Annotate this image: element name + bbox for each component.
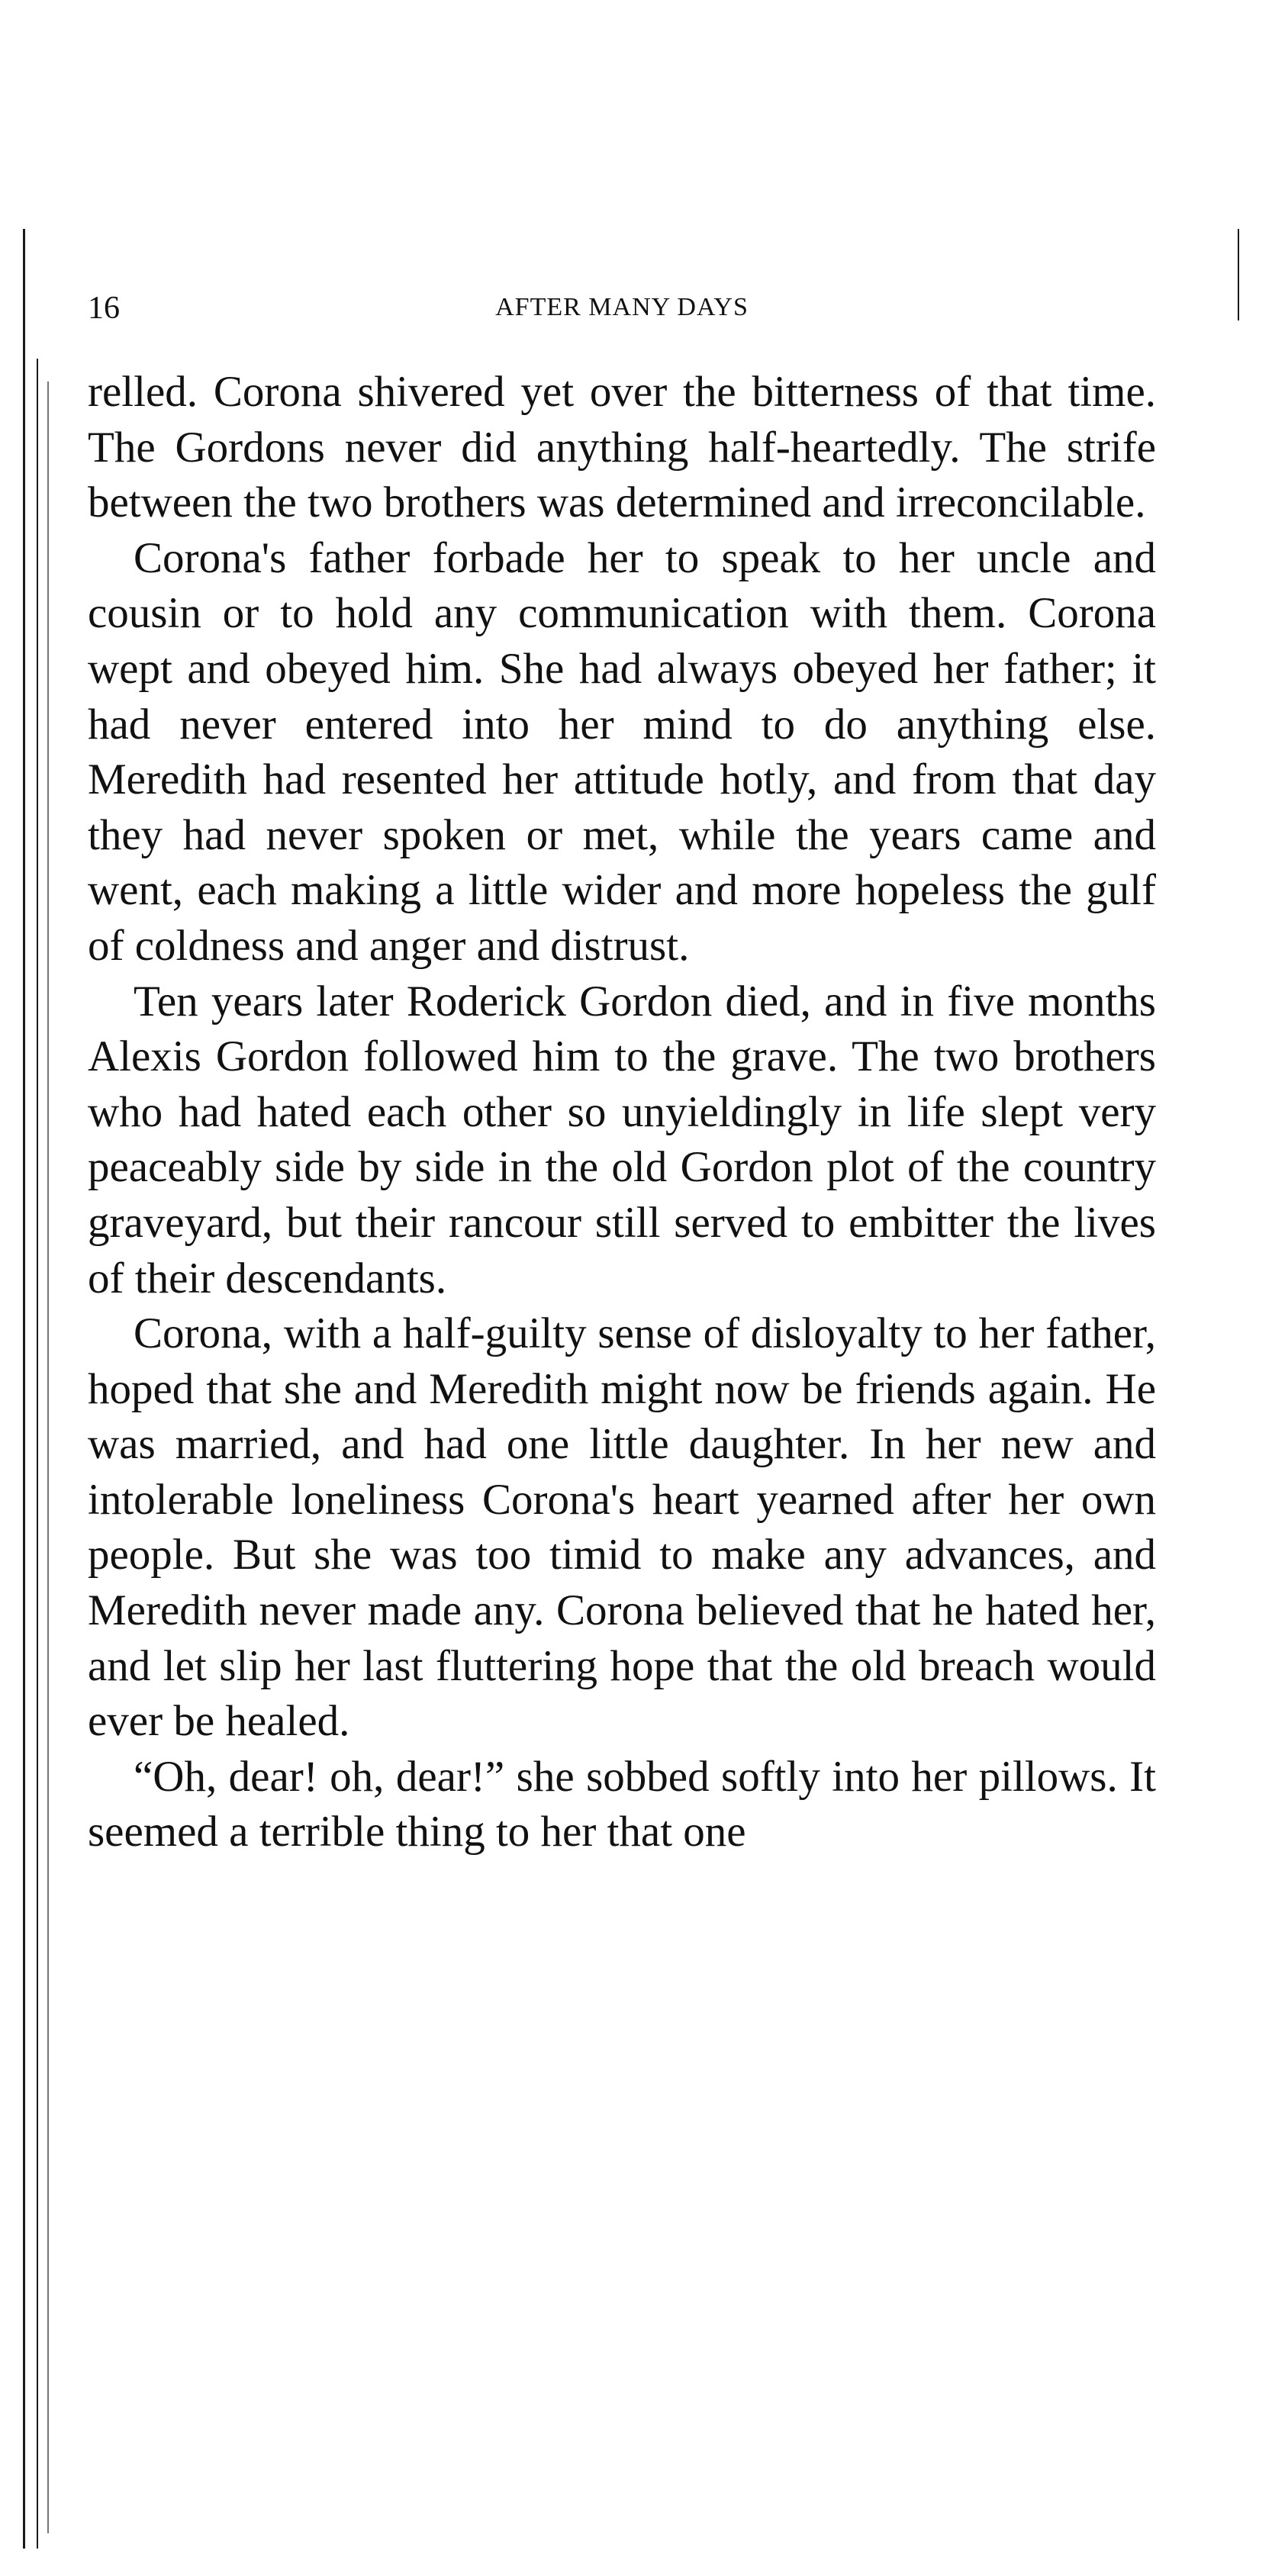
paragraph: Ten years later Roderick Gordon died, and in five months Alexis Gordon followed him to the grave. The two brothers who had hated each other so unyieldingly in life slept very peaceably side by side in the old Gordon plot of the country graveyard, but their rancour still served to embitter the lives of their descendants. — [88, 977, 1156, 1302]
paragraph: Corona, with a half-guilty sense of disloyalty to her father, hoped that she and Meredith might now be friends again. He was married, and had one little daughter. In her new and intolerable loneliness Corona's heart yearned after her own people. But she was too timid to make any advances, and Meredith never made any. Corona believed that he hated her, and let slip her last fluttering hope that the old breach would ever be healed. — [88, 1309, 1156, 1746]
scan-edge-line — [37, 359, 38, 2549]
paragraph: “Oh, dear! oh, dear!” she sobbed softly into her pillows. It seemed a terrible thing to her that one — [88, 1752, 1156, 1856]
paragraph: Corona's father forbade her to speak to her uncle and cousin or to hold any communication with them. Corona wept and obeyed him. She had always obeyed her father; it had never entered into her mind to do anything else. Meredith had resented her attitude hotly, and from that day they had never spoken or met, while the years came and went, each making a little wider and more hopeless the gulf of coldness and anger and distrust. — [88, 533, 1156, 970]
body-text — [88, 365, 1156, 1860]
page-number: 16 — [88, 291, 120, 326]
running-head: AFTER MANY DAYS — [495, 293, 749, 321]
scan-edge-line — [23, 229, 25, 2549]
paragraph: relled. Corona shivered yet over the bitterness of that time. The Gordons never did anything half-heartedly. The strife between the two brothers was determined and irreconcilable. — [88, 368, 1156, 527]
scan-edge-line — [1238, 229, 1239, 320]
scan-edge-line — [47, 382, 49, 2533]
page-header — [88, 290, 1156, 336]
